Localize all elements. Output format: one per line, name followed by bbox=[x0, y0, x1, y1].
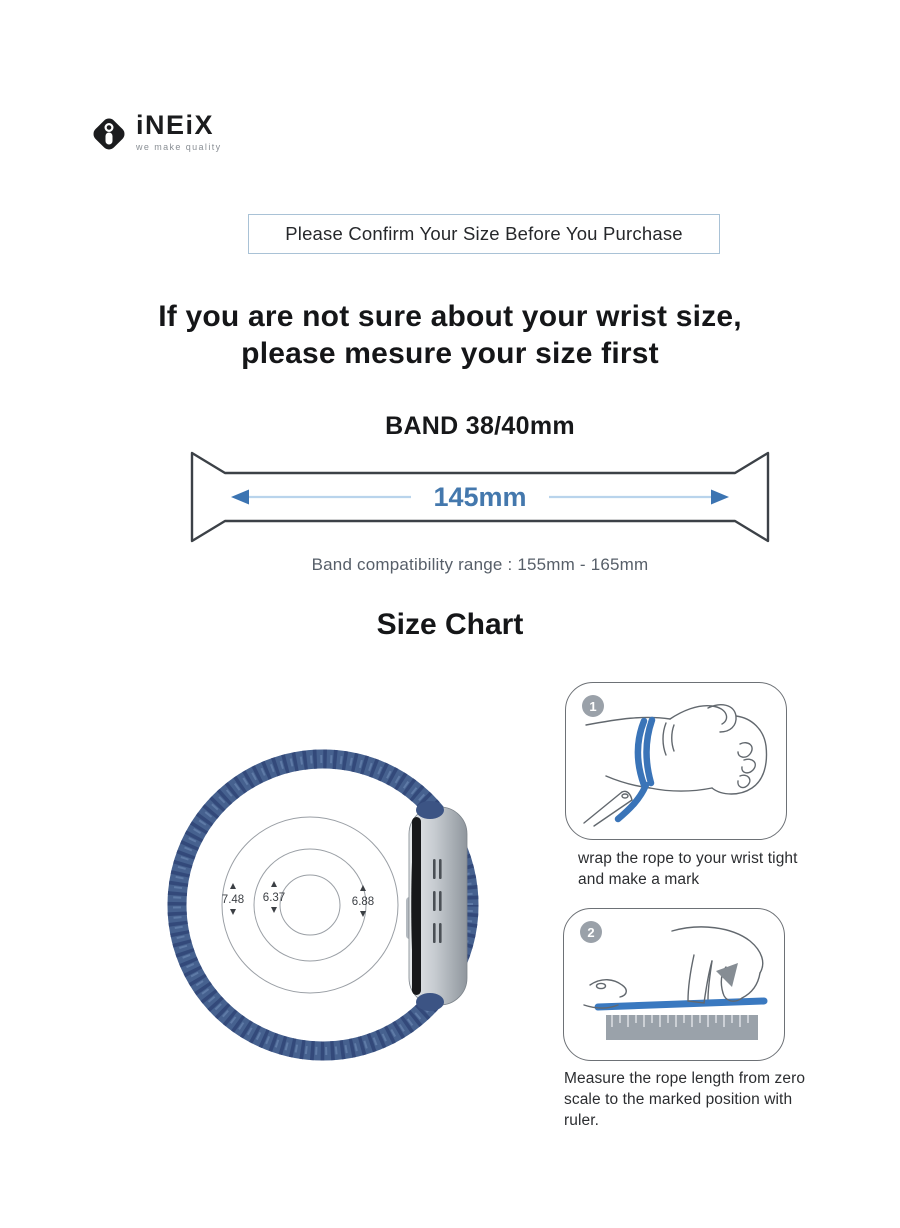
watch-side-illustration bbox=[406, 801, 467, 1011]
step-1-caption: wrap the rope to your wrist tight and make a mark bbox=[578, 850, 798, 888]
measurement-7-48 bbox=[222, 883, 244, 915]
ruler-illustration bbox=[606, 1015, 758, 1040]
svg-text:7.48: 7.48 bbox=[221, 894, 245, 906]
confirm-size-notice-text: Please Confirm Your Size Before You Purchase bbox=[285, 223, 683, 244]
measurement-6-88 bbox=[352, 885, 374, 917]
band-length-diagram bbox=[185, 412, 775, 575]
page-title-line2: please mesure your size first bbox=[241, 337, 659, 370]
measure-rope-with-ruler-illustration bbox=[574, 921, 776, 1049]
rope-loop-illustration bbox=[163, 733, 493, 1078]
measurement-6-37 bbox=[263, 881, 285, 913]
brand-tagline: we make quality bbox=[136, 142, 222, 152]
step-2-badge: 2 bbox=[580, 921, 602, 943]
svg-text:6.88: 6.88 bbox=[351, 896, 375, 908]
brand-name: iNEiX bbox=[136, 110, 215, 140]
step-2-caption: Measure the rope length from zero scale to the marked position with ruler. bbox=[564, 1070, 806, 1129]
size-measurement-labels bbox=[222, 881, 374, 917]
page-title-line1: If you are not sure about your wrist size, bbox=[158, 300, 742, 333]
step-card-1 bbox=[565, 682, 787, 840]
step-card-2 bbox=[563, 908, 785, 1061]
brand-logo bbox=[90, 112, 222, 153]
ineix-diamond-icon bbox=[90, 115, 128, 153]
confirm-size-notice bbox=[248, 214, 720, 254]
wrap-rope-on-wrist-illustration bbox=[576, 695, 778, 827]
band-size-label: BAND 38/40mm bbox=[385, 412, 575, 440]
band-length-value: 145mm bbox=[433, 482, 527, 512]
svg-text:6.37: 6.37 bbox=[262, 892, 286, 904]
band-compatibility-range: Band compatibility range : 155mm - 165mm bbox=[311, 555, 649, 574]
size-chart-title: Size Chart bbox=[376, 608, 524, 641]
page-title bbox=[0, 298, 900, 372]
hand-shadow bbox=[716, 963, 738, 987]
step-1-badge: 1 bbox=[582, 695, 604, 717]
band-outline-illustration bbox=[185, 445, 775, 549]
